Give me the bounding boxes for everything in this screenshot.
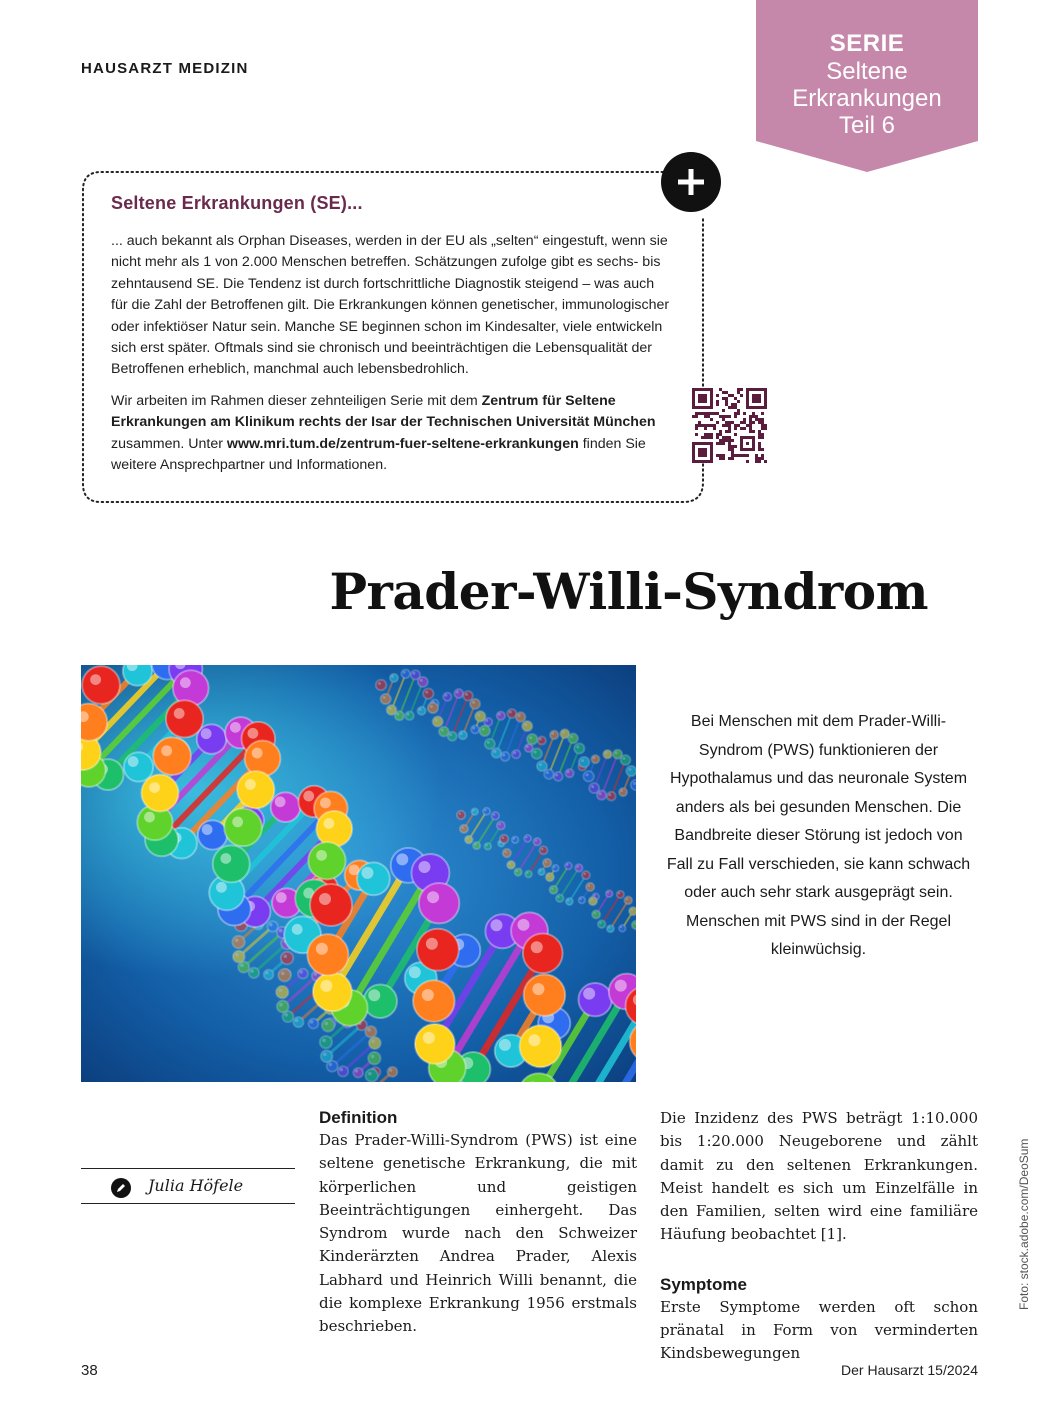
section-label: HAUSARZT MEDIZIN bbox=[81, 60, 249, 77]
section-text-incidence: Die Inzidenz des PWS beträgt 1:10.000 bis 1:20.000 Neugeborene und zählt damit zu den seltenen Erkrankungen. Meist handelt es sich um Einzelfälle in den Familien, selten wird eine familiäre Häufung beobachtet [1]. bbox=[660, 1109, 978, 1244]
section-heading-symptome: Symptome bbox=[660, 1274, 747, 1294]
info-box-text: Wir arbeiten im Rahmen dieser zehnteiligen Serie mit dem bbox=[111, 393, 482, 409]
body-column-2 bbox=[660, 1107, 978, 1366]
series-badge bbox=[756, 0, 978, 172]
photo-credit: Foto: stock.adobe.com/DeoSum bbox=[1017, 1138, 1031, 1310]
series-line-1: Seltene bbox=[826, 58, 908, 85]
dna-photo bbox=[81, 665, 636, 1082]
series-line-2: Erkrankungen bbox=[792, 85, 942, 112]
partner-url-link[interactable]: www.mri.tum.de/zentrum-fuer-seltene-erkrankungen bbox=[226, 435, 579, 452]
partner-name: Zentrum für Seltene Erkrankungen am Klinikum rechts der Isar der Technischen Universität München bbox=[111, 393, 656, 431]
article-lead: Bei Menschen mit dem Prader-Willi-Syndrom (PWS) funktionieren der Hypothalamus und das neuronale System anders als bei gesunden Menschen. Die Bandbreite dieser Störung ist jedoch von Fall zu Fall verschieden, sie kann schwach oder auch sehr stark ausgeprägt sein. Menschen mit PWS sind in der Regel kleinwüchsig. bbox=[666, 713, 971, 958]
author-name: Julia Höfele bbox=[148, 1176, 244, 1195]
section-text-definition: Das Prader-Willi-Syndrom (PWS) ist eine seltene genetische Erkrankung, die mit körperlichen und geistigen Beeinträchtigungen einhergeht. Das Syndrom wurde nach den Schweizer Kinderärzten Andrea Prader, Alexis Labhard und Heinrich Willi benannt, die die komplexe Erkrankung 1956 erstmals beschrieben. bbox=[319, 1131, 637, 1336]
issue-label: Der Hausarzt 15/2024 bbox=[841, 1362, 978, 1378]
info-box-text: zusammen. Unter bbox=[111, 435, 227, 452]
page-number: 38 bbox=[81, 1362, 98, 1379]
section-heading-definition: Definition bbox=[319, 1108, 398, 1127]
qr-code-icon[interactable] bbox=[692, 388, 767, 463]
article-title: Prader-Willi-Syndrom bbox=[329, 562, 928, 621]
series-line-3: Teil 6 bbox=[838, 112, 896, 139]
author-divider-bottom bbox=[81, 1203, 295, 1204]
info-box-text: finden Sie weitere Ansprechpartner und Informationen. bbox=[111, 435, 646, 474]
info-box-paragraph-1: ... auch bekannt als Orphan Diseases, werden in der EU als „selten“ eingestuft, wenn sie nicht mehr als 1 von 2.000 Menschen betreffen. Schätzungen zufolge gibt es sechs- bis zehntausend SE. Die Tendenz ist durch fortschrittliche Diagnostik steigend – was auch für die Zahl der Betroffenen gilt. Die Erkrankungen können genetischer, immunologischer oder infektiöser Natur sein. Manche SE beginnen schon im Kindesalter, viele entwickeln sich erst später. Oftmals sind sie chronisch und beeinträchtigen die Lebensqualität der Betroffenen erheblich, manchmal auch lebensbedrohlich. bbox=[111, 233, 670, 378]
info-box-paragraph-2 bbox=[111, 391, 673, 477]
section-text-symptome: Erste Symptome werden oft schon pränatal in Form von verminderten Kindsbewegungen bbox=[660, 1297, 978, 1363]
series-title: SERIE bbox=[829, 30, 905, 57]
body-column-1 bbox=[319, 1107, 637, 1339]
info-box-heading: Seltene Erkrankungen (SE)... bbox=[111, 193, 363, 213]
pen-icon bbox=[111, 1178, 131, 1198]
author-divider-top bbox=[81, 1168, 295, 1169]
